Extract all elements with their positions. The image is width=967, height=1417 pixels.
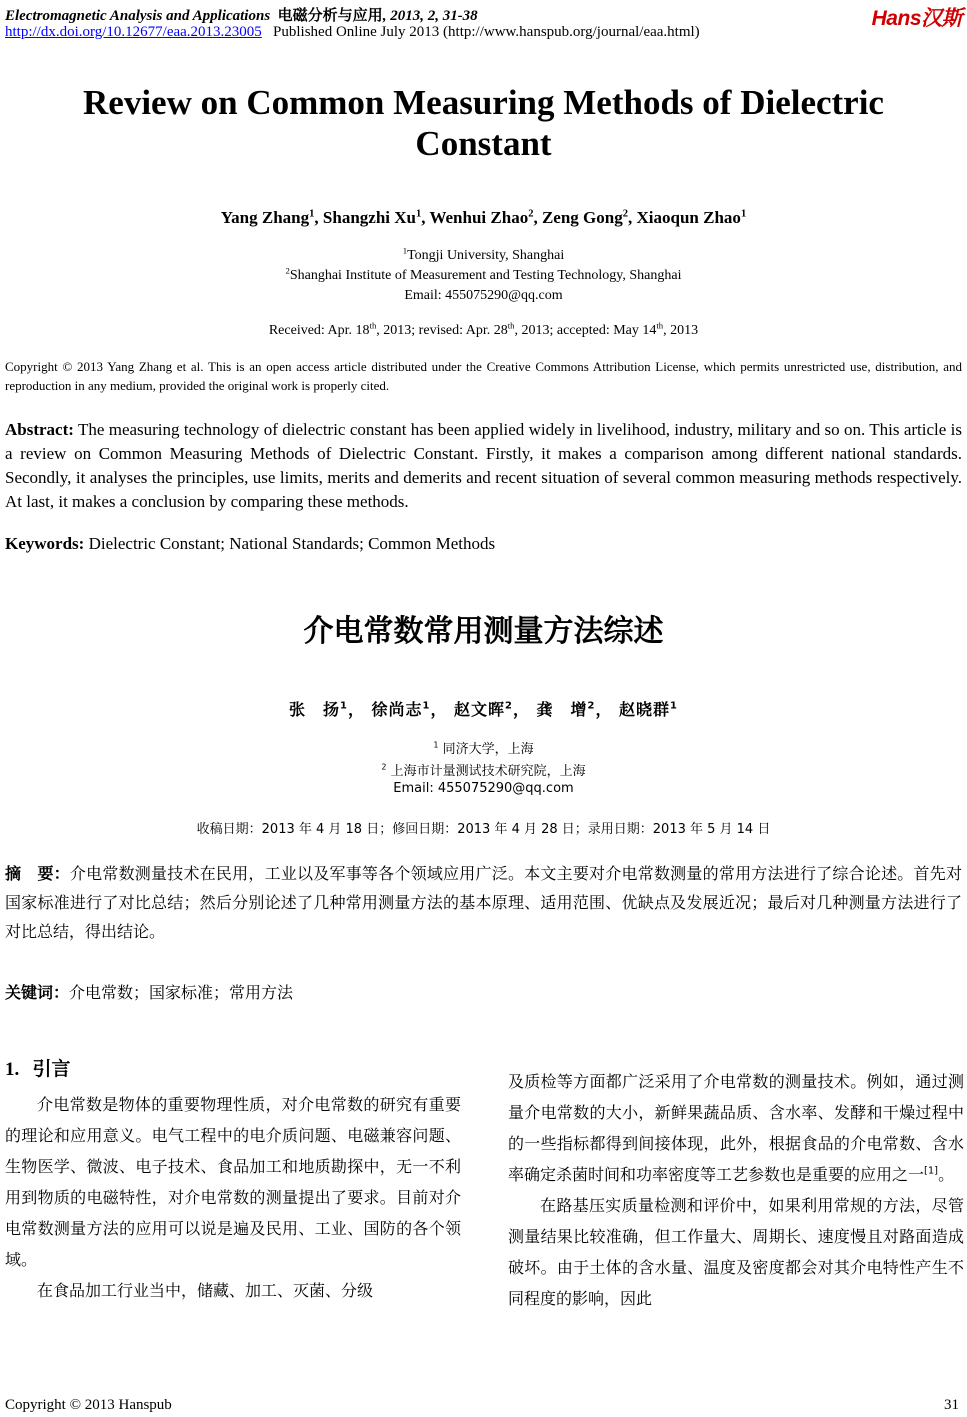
paragraph: 在食品加工行业当中，储藏、加工、灭菌、分级 <box>37 1281 374 1300</box>
author-name: Xiaoqun Zhao <box>636 208 741 227</box>
paper-title: Review on Common Measuring Methods of Dielectric Constant <box>83 83 884 163</box>
affiliation-1: $^1$Tongji University, Shanghai <box>402 245 565 263</box>
cn-title: 介电常数常用测量方法综述 <box>303 614 664 649</box>
author-name: Zeng Gong <box>541 208 623 227</box>
keywords <box>5 534 962 554</box>
keywords-label: Keywords: <box>5 534 85 553</box>
journal-name-en: Electromagnetic Analysis and Applications <box>5 8 271 24</box>
cn-dates: 收稿日期：2013 年 4 月 18 日；修回日期：2013 年 4 月 28 日；录用日期：2013 年 5 月 14 日 <box>196 822 771 837</box>
keywords-text: Dielectric Constant; National Standards; Common Methods <box>88 534 496 553</box>
affiliation-2: $^2$Shanghai Institute of Measurement and Testing Technology, Shanghai <box>285 265 682 283</box>
cn-abstract <box>5 859 962 946</box>
cn-keywords-label: 关键词： <box>5 983 70 1002</box>
received-dates: Received: Apr. 18th, 2013; revised: Apr. 28th, 2013; accepted: May 14th, 2013 <box>268 320 699 338</box>
published-info: Published Online July 2013 (http://www.hanspub.org/journal/eaa.html) <box>273 24 700 40</box>
doi-line <box>5 24 700 41</box>
abstract <box>5 418 962 514</box>
cn-affiliation-2: $^2$ 上海市计量测试技术研究院，上海 <box>381 762 586 779</box>
cn-keywords-text: 介电常数；国家标准；常用方法 <box>69 983 294 1002</box>
body-right-column <box>508 1066 964 1314</box>
paragraph: 及质检等方面都广泛采用了介电常数的测量技术。例如，通过测量介电常数的大小，新鲜果蔬品质、含水率、发酵和干燥过程中的一些指标都得到间接体现，此外，根据食品的介电常数、含水率确定杀菌时间和功率密度等工艺参数也是重要的应用之一[1]。 <box>508 1072 964 1184</box>
paragraph: 在路基压实质量检测和评价中，如果利用常规的方法，尽管测量结果比较准确，但工作量大、周期长、速度慢且对路面造成破坏。由于土体的含水量、温度及密度都会对其介电特性产生不同程度的影响，因此 <box>508 1196 964 1308</box>
journal-header <box>5 4 478 25</box>
journal-name-cn: 电磁分析与应用 <box>277 8 383 24</box>
footer-copyright: Copyright © 2013 Hanspub <box>5 1397 172 1413</box>
cn-affiliation-1: $^1$ 同济大学，上海 <box>433 740 534 757</box>
author-name: Wenhui Zhao <box>429 208 529 227</box>
section-heading: 1. 引言 <box>5 1058 71 1080</box>
author-list: Yang Zhang$^1$, Shangzhi Xu$^1$, Wenhui Zhao$^2$, Zeng Gong$^2$, Xiaoqun Zhao$^1$ <box>220 208 747 227</box>
email: Email: 455075290@qq.com <box>404 288 563 303</box>
volume-info: , 2013, 2, 31-38 <box>382 8 478 24</box>
doi-link[interactable]: http://dx.doi.org/10.12677/eaa.2013.23005 <box>5 24 262 40</box>
citation-ref[interactable]: [1] <box>924 1165 939 1177</box>
cn-author-list: 张 扬$^1$， 徐尚志$^1$， 赵文晖$^2$， 龚 增$^2$， 赵晓群$^1$ <box>289 700 678 719</box>
abstract-text: The measuring technology of dielectric constant has been applied widely in livelihood, industry, military and so on. This article is a review on Common Measuring Methods of Dielectric Constant. Firstly, it makes a comparison among different national standards. Secondly, it analyses the principles, use limits, merits and demerits and recent situation of several common measuring methods respectively. At last, it makes a conclusion by comparing these methods. <box>5 420 962 511</box>
body-left-column <box>5 1054 461 1306</box>
hans-logo: Hans汉斯 <box>871 7 962 30</box>
cn-abstract-text: 介电常数测量技术在民用，工业以及军事等各个领域应用广泛。本文主要对介电常数测量的常用方法进行了综合论述。首先对国家标准进行了对比总结；然后分别论述了几种常用测量方法的基本原理、适用范围、优缺点及发展近况；最后对几种测量方法进行了对比总结，得出结论。 <box>5 864 962 941</box>
cn-abstract-label: 摘 要： <box>5 864 70 883</box>
cn-email: Email: 455075290@qq.com <box>393 781 574 796</box>
page-number: 31 <box>944 1397 959 1413</box>
cn-keywords <box>5 980 962 1003</box>
abstract-label: Abstract: <box>5 420 74 439</box>
author-name: Shangzhi Xu <box>322 208 416 227</box>
author-name: Yang Zhang <box>220 208 310 227</box>
paragraph: 介电常数是物体的重要物理性质，对介电常数的研究有重要的理论和应用意义。电气工程中的电介质问题、电磁兼容问题、生物医学、微波、电子技术、食品加工和地质勘探中，无一不利用到物质的电磁特性，对介电常数的测量提出了要求。目前对介电常数测量方法的应用可以说是遍及民用、工业、国防的各个领域。 <box>5 1095 461 1269</box>
copyright-notice: Copyright © 2013 Yang Zhang et al. This is an open access article distributed under the Creative Commons Attribution License, which permits unrestricted use, distribution, and reproduction in any medium, provided the original work is properly cited. <box>5 359 962 393</box>
